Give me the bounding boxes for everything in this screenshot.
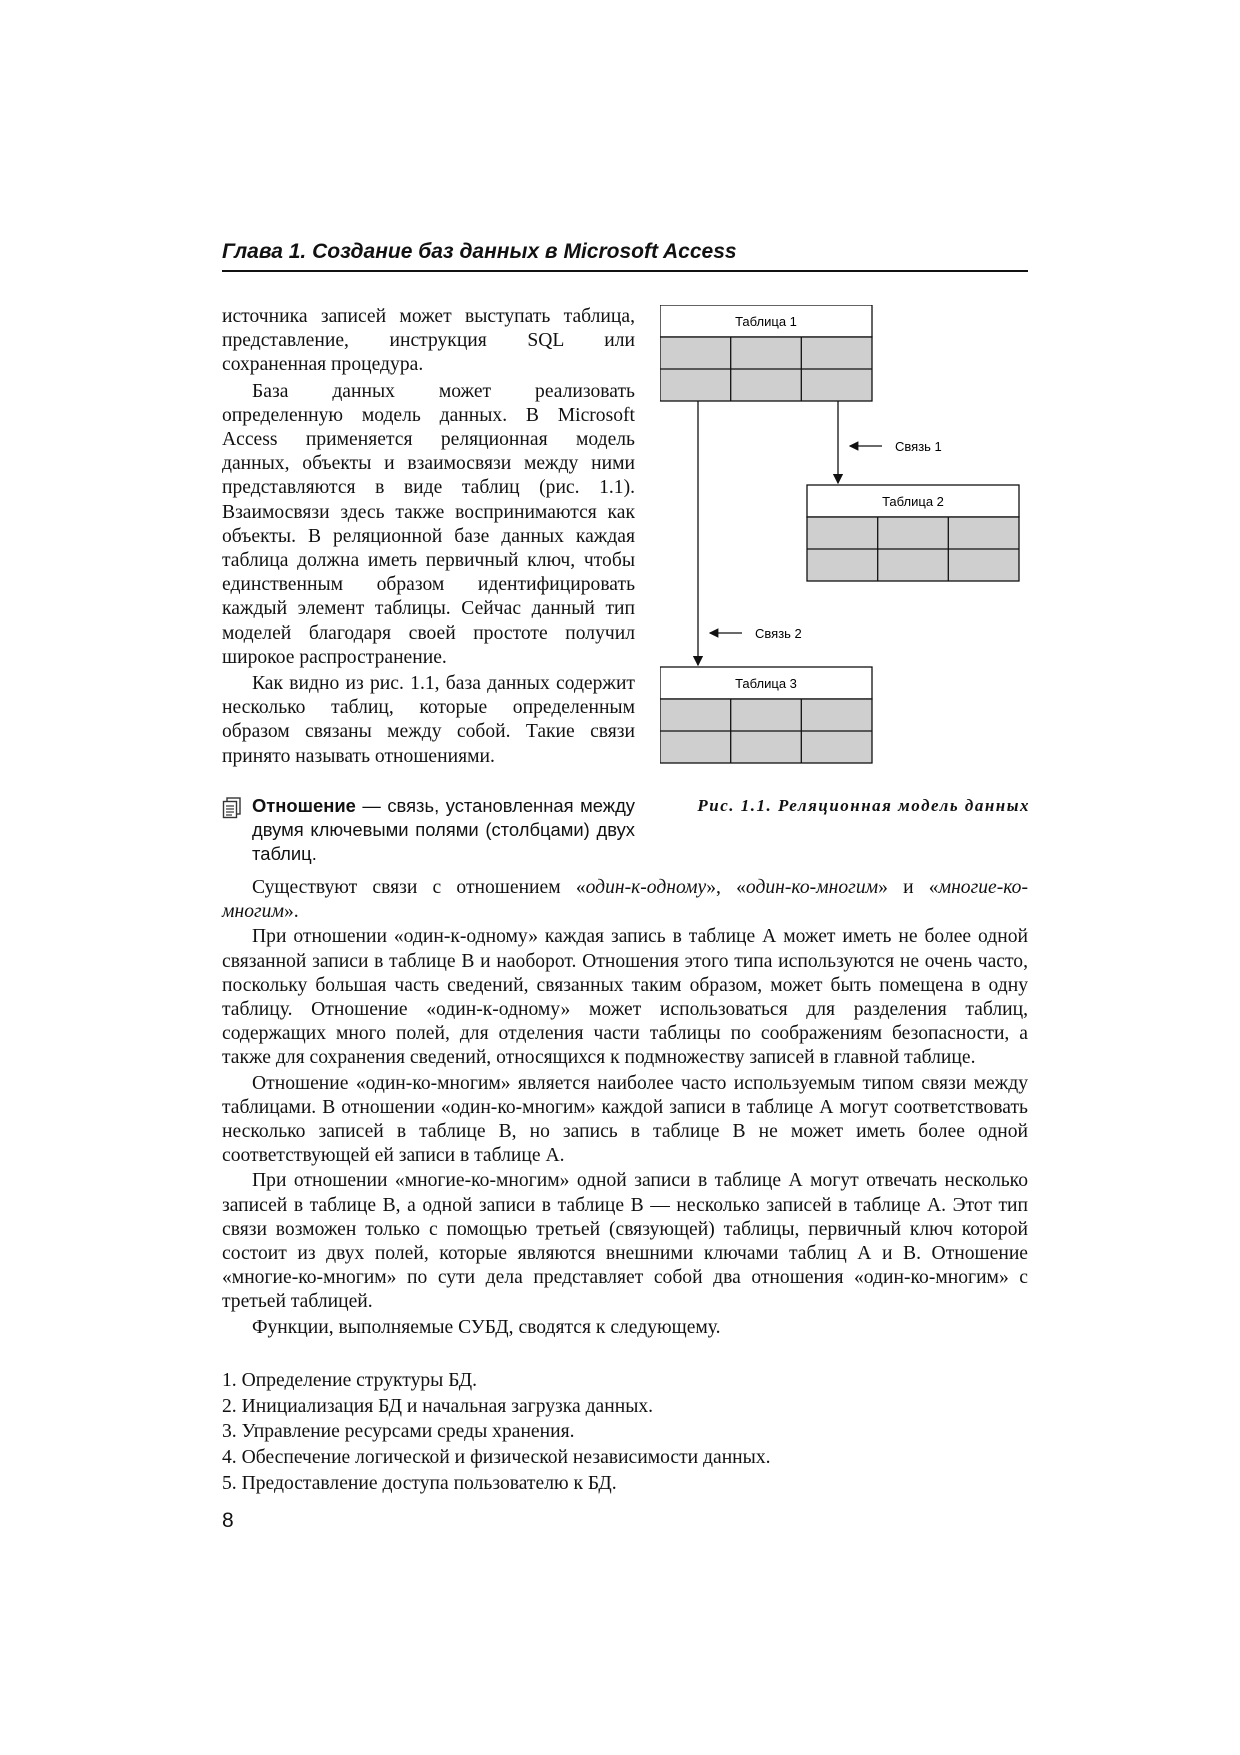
page-number: 8 xyxy=(222,1509,234,1532)
figure-caption: Рис. 1.1. Реляционная модель данных xyxy=(697,796,1030,815)
paragraph-dbms-functions: Функции, выполняемые СУБД, сводятся к следующему. xyxy=(252,1316,721,1338)
note-icon xyxy=(222,794,252,866)
note-definition: — связь, установленная между двумя ключевыми полями (столбцами) двух таблиц. xyxy=(252,795,635,864)
list-item: 5. Предоставление доступа пользователю к БД. xyxy=(222,1472,617,1494)
link-1-label: Связь 1 xyxy=(895,439,942,454)
paragraph-many-to-many: При отношении «многие-ко-многим» одной записи в таблице А могут отвечать несколько записей в таблице В, а одной записи в таблице В — несколько записей в таблице А. Этот тип связи возможен только с помощью третьей (связующей) таблицы, первичный ключ которой состоит из двух полей, которые являются внешними ключами таблиц А и В. Отношение «многие-ко-многим» по сути дела представляет собой два отношения «один-ко-многим» с третьей таблицей. xyxy=(222,1170,1028,1313)
table-1-box xyxy=(660,305,872,401)
note-term: Отношение xyxy=(252,795,356,816)
body-text xyxy=(222,876,1028,1340)
relational-model-diagram xyxy=(660,305,1030,775)
paragraph-relation-types: Существуют связи с отношением «один-к-одному», «один-ко-многим» и «многие-ко-многим». xyxy=(222,877,1029,923)
header-rule xyxy=(222,270,1028,272)
table-2-box xyxy=(807,485,1019,581)
table-1-label: Таблица 1 xyxy=(735,314,797,329)
paragraph-continuation: источника записей может выступать таблица, представление, инструкция SQL или сохраненная процедура. xyxy=(222,306,635,376)
relational-model-figure xyxy=(660,305,1030,775)
paragraph-one-to-one: При отношении «один-к-одному» каждая запись в таблице А может иметь не более одной связанной записи в таблице В и наоборот. Отношения этого типа используются не очень часто, поскольку большая часть сведений, связанных таким образом, может быть помещена в одну таблицу. Отношение «один-к-одному» может использоваться для разделения таблиц, содержащих много полей, для отделения части таблицы по соображениям безопасности, а также для сохранения сведений, относящихся к подмножеству записей в главной таблице. xyxy=(222,926,1028,1069)
paragraph-relations: Как видно из рис. 1.1, база данных содержит несколько таблиц, которые определенным образом связаны между собой. Такие связи принято называть отношениями. xyxy=(222,673,635,767)
chapter-header: Глава 1. Создание баз данных в Microsoft Access xyxy=(222,240,737,263)
paragraph-relational-model: База данных может реализовать определенную модель данных. В Microsoft Access применяется реляционная модель данных, объекты и взаимосвязи между ними представляются в виде таблиц (рис. 1.1). Взаимосвязи здесь также воспринимаются как объекты. В реляционной базе данных каждая таблица должна иметь первичный ключ, чтобы единственным образом идентифицировать каждый элемент таблицы. Сейчас данный тип моделей благодаря своей простоте получил широкое распространение. xyxy=(222,380,635,668)
left-column xyxy=(222,305,635,769)
paragraph-one-to-many: Отношение «один-ко-многим» является наиболее часто используемым типом связи между таблицами. В отношении «один-ко-многим» каждой записи в таблице А могут соответствовать несколько записей в таблице В, но запись в таблице В не может иметь более одной соответствующей ей записи в таблице А. xyxy=(222,1072,1028,1167)
table-3-box xyxy=(660,667,872,763)
dbms-functions-list xyxy=(222,1368,1028,1497)
table-2-label: Таблица 2 xyxy=(882,494,944,509)
list-item: 3. Управление ресурсами среды хранения. xyxy=(222,1421,575,1443)
link-2-label: Связь 2 xyxy=(755,626,802,641)
list-item: 1. Определение структуры БД. xyxy=(222,1370,477,1391)
list-item: 4. Обеспечение логической и физической независимости данных. xyxy=(222,1447,771,1469)
note-text xyxy=(252,794,635,866)
definition-note xyxy=(222,794,635,866)
table-3-label: Таблица 3 xyxy=(735,676,797,691)
list-item: 2. Инициализация БД и начальная загрузка данных. xyxy=(222,1395,654,1417)
